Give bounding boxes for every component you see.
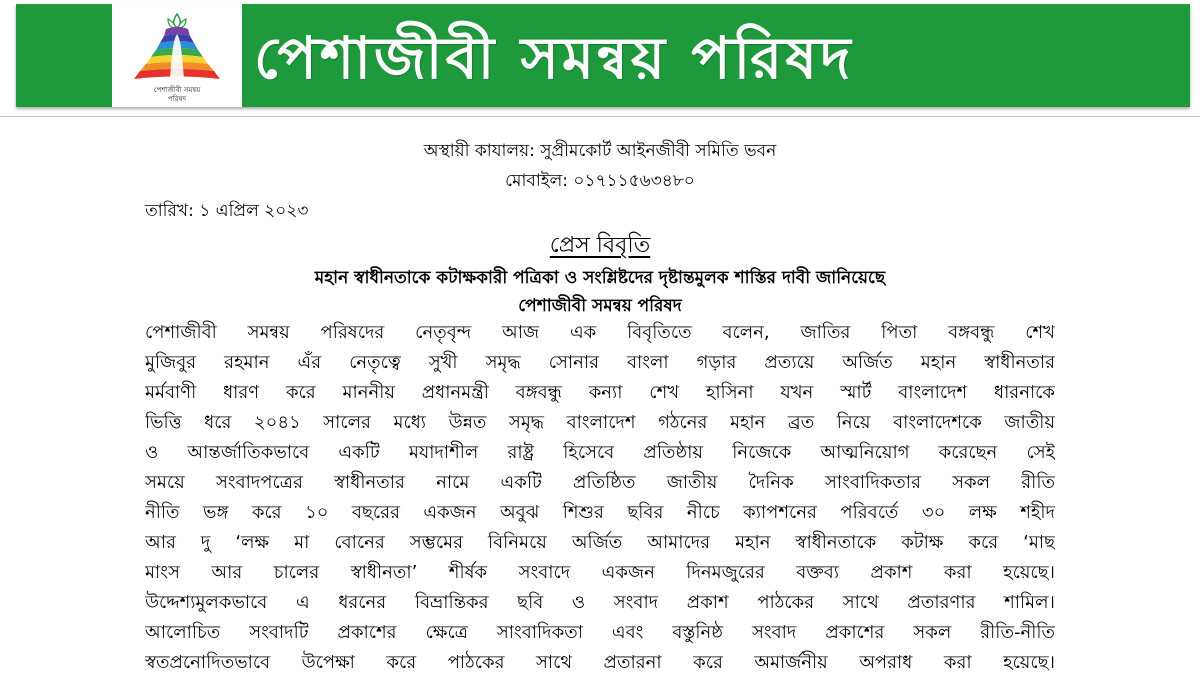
- body-line: স্বতপ্রনোদিতভাবে উপেক্ষা করে পাঠকের সাথে প্রতারনা করে অমার্জনীয় অপরাধ করা হয়েছে।: [145, 652, 1055, 673]
- headline-line-1: মহান স্বাধীনতাকে কটাক্ষকারী পত্রিকা ও সংশ্লিষ্টদের দৃষ্টান্তমুলক শাস্তির দাবী জানিয়েছে: [314, 268, 886, 288]
- office-address: অস্থায়ী কাযালয়: সুপ্রীমকোর্ট আইনজীবী সমিতি ভবন: [423, 141, 777, 161]
- body-line: মাংস আর চালের স্বাধীনতা’ শীর্ষক সংবাদে একজন দিনমজুরের বক্তব্য প্রকাশ করা হয়েছে।: [145, 562, 1055, 583]
- body-line: ভিত্তি ধরে ২০৪১ সালের মধ্যে উন্নত সমৃদ্ধ বাংলাদেশ গঠনের মহান ব্রত নিয়ে বাংলাদেশকে জাতীয়: [145, 412, 1055, 433]
- press-release-label: প্রেস বিবৃতি: [549, 233, 651, 258]
- logo-caption-line1: পেশাজীবী সমন্বয়: [153, 86, 201, 94]
- logo: [112, 4, 242, 107]
- logo-caption-line2: পরিষদ: [167, 95, 187, 103]
- header-banner: [16, 4, 1190, 107]
- body-line: সময়ে সংবাদপত্রের স্বাধীনতার নামে একটি প্রতিষ্ঠিত জাতীয় দৈনিক সাংবাদিকতার সকল রীতি: [145, 472, 1055, 493]
- rainbow-lotus-logo-icon: [128, 10, 226, 86]
- body-line: আর দু ‘লক্ষ মা বোনের সম্ভমের বিনিময়ে অর্জিত আমাদের মহান স্বাধীনতাকে কটাক্ষ করে ‘মাছ: [145, 532, 1055, 553]
- organization-title: পেশাজীবী সমন্বয় পরিষদ: [254, 24, 854, 92]
- headline-line-2: পেশাজীবী সমন্বয় পরিষদ: [518, 296, 682, 316]
- body-line: আলোচিত সংবাদটি প্রকাশের ক্ষেত্রে সাংবাদিকতা এবং বস্তুনিষ্ঠ সংবাদ প্রকাশের সকল রীতি-নীতি: [145, 622, 1055, 643]
- body-line: মুজিবুর রহমান এঁর নেতৃত্বে সুখী সমৃদ্ধ সোনার বাংলা গড়ার প্রত্যয়ে অর্জিত মহান স্বাধীনতার: [145, 352, 1055, 373]
- statement-body: [145, 318, 1055, 678]
- body-line: পেশাজীবী সমন্বয় পরিষদের নেতৃবৃন্দ আজ এক বিবৃতিতে বলেন, জাতির পিতা বঙ্গবন্ধু শেখ: [145, 322, 1055, 343]
- header-divider: [0, 116, 1200, 117]
- release-date: তারিখ: ১ এপ্রিল ২০২৩: [145, 201, 309, 221]
- body-line: উদ্দেশ্যমুলকভাবে এ ধরনের বিভ্রান্তিকর ছবি ও সংবাদ প্রকাশ পাঠকের সাথে প্রতারণার শামিল।: [145, 592, 1055, 613]
- body-line: মর্মবাণী ধারণ করে মাননীয় প্রধানমন্ত্রী বঙ্গবন্ধু কন্যা শেখ হাসিনা যখন স্মার্ট বাংলাদেশ ধারনাকে: [145, 382, 1055, 403]
- mobile-number: মোবাইল: ০১৭১১৫৬৩৪৮০: [505, 171, 695, 191]
- body-line: ও আন্তর্জাতিকভাবে একটি মযাদাশীল রাষ্ট্র হিসেবে প্রতিষ্ঠায় নিজেকে আত্মনিয়োগ করেছেন সেই: [145, 442, 1055, 463]
- body-line: নীতি ভঙ্গ করে ১০ বছরের একজন অবুঝ শিশুর ছবির নীচে ক্যাপশনের পরিবর্তে ৩০ লক্ষ শহীদ: [145, 502, 1055, 523]
